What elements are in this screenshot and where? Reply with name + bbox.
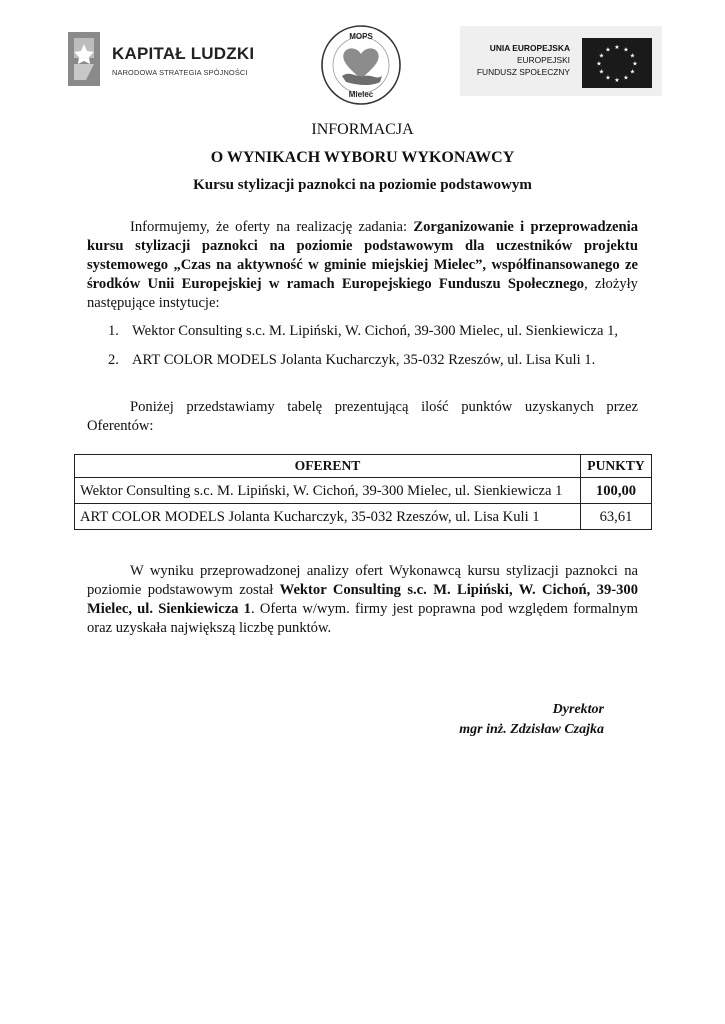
list-item-text: ART COLOR MODELS Jolanta Kucharczyk, 35-032 Rzeszów, ul. Lisa Kuli 1. bbox=[132, 352, 596, 368]
conclusion-paragraph bbox=[87, 562, 638, 638]
signature-role: Dyrektor bbox=[552, 702, 604, 717]
conclusion-winner: Wektor Consulting s.c. M. Lipiński, W. Cichoń, 39-300 Mielec, ul. Sienkiewicza 1 bbox=[87, 582, 639, 617]
cell-punkty: 100,00 bbox=[581, 478, 652, 504]
svg-text:★: ★ bbox=[614, 77, 620, 84]
header-oferent: OFERENT bbox=[75, 455, 581, 478]
title-line-3: Kursu stylizacji paznokci na poziomie podstawowym bbox=[193, 177, 532, 193]
kapital-ludzki-title: KAPITAŁ LUDZKI bbox=[112, 44, 255, 63]
cell-oferent: ART COLOR MODELS Jolanta Kucharczyk, 35-032 Rzeszów, ul. Lisa Kuli 1 bbox=[75, 504, 581, 530]
title-line-1: INFORMACJA bbox=[311, 121, 414, 138]
svg-text:★: ★ bbox=[632, 60, 638, 68]
mops-top-text: MOPS bbox=[349, 32, 373, 41]
kapital-ludzki-subtitle: NARODOWA STRATEGIA SPÓJNOŚCI bbox=[112, 68, 248, 77]
page-header bbox=[0, 22, 725, 112]
eu-flag-icon bbox=[582, 38, 652, 88]
list-item-text: Wektor Consulting s.c. M. Lipiński, W. Cichoń, 39-300 Mielec, ul. Sienkiewicza 1, bbox=[132, 323, 619, 339]
conclusion-lead: W wyniku przeprowadzonej analizy ofert Wykonawcą kursu stylizacji paznokci na poziomie podstawowym został bbox=[87, 563, 638, 598]
cell-punkty: 63,61 bbox=[581, 504, 652, 530]
list-item bbox=[108, 322, 648, 341]
table-intro-text: Poniżej przedstawiamy tabelę prezentującą ilość punktów uzyskanych przez Oferentów: bbox=[87, 399, 638, 434]
svg-text:★: ★ bbox=[614, 44, 620, 51]
list-item bbox=[108, 351, 648, 370]
cell-oferent: Wektor Consulting s.c. M. Lipiński, W. Cichoń, 39-300 Mielec, ul. Sienkiewicza 1 bbox=[75, 478, 581, 504]
list-item-number: 1. bbox=[108, 323, 119, 339]
svg-text:★: ★ bbox=[605, 46, 611, 54]
eu-logo bbox=[460, 26, 662, 96]
svg-text:★: ★ bbox=[596, 60, 602, 68]
mops-bottom-text: Mielec bbox=[348, 90, 374, 99]
svg-text:★: ★ bbox=[598, 68, 605, 76]
table-header-row bbox=[75, 455, 652, 478]
svg-text:★: ★ bbox=[629, 52, 636, 60]
svg-text:★: ★ bbox=[605, 74, 611, 82]
kapital-ludzki-emblem-icon bbox=[60, 28, 106, 92]
institutions-list bbox=[108, 322, 648, 380]
eu-line-3: FUNDUSZ SPOŁECZNY bbox=[476, 67, 570, 77]
eu-line-2: EUROPEJSKI bbox=[516, 55, 570, 65]
svg-text:★: ★ bbox=[598, 52, 605, 60]
svg-text:★: ★ bbox=[623, 74, 629, 82]
conclusion-tail: . Oferta w/wym. firmy jest poprawna pod względem formalnym oraz uzyskała największą liczbę punktów. bbox=[87, 601, 638, 636]
signature-block bbox=[420, 700, 604, 740]
mops-mielec-logo bbox=[320, 24, 402, 106]
signature-name: mgr inż. Zdzisław Czajka bbox=[459, 722, 604, 737]
header-punkty: PUNKTY bbox=[581, 455, 652, 478]
intro-tail: , złożyły następujące instytucje: bbox=[87, 276, 638, 311]
svg-text:★: ★ bbox=[623, 46, 629, 54]
document-title bbox=[0, 120, 725, 195]
svg-text:★: ★ bbox=[629, 68, 636, 76]
intro-paragraph bbox=[87, 218, 638, 313]
table-row bbox=[75, 504, 652, 530]
table-intro-paragraph bbox=[87, 398, 638, 436]
eu-logo-text bbox=[450, 42, 570, 78]
kapital-ludzki-logo bbox=[60, 28, 260, 92]
title-line-2: O WYNIKACH WYBORU WYKONAWCY bbox=[210, 149, 515, 166]
table-row bbox=[75, 478, 652, 504]
intro-task: Zorganizowanie i przeprowadzenia kursu stylizacji paznokci na poziomie podstawowym dla uczestników projektu systemowego „Czas na aktywność w gminie miejskiej Mielec”, współfinansowanego ze środków Unii Europejskiej w ramach Europejskiego Funduszu Społecznego bbox=[87, 219, 638, 292]
intro-lead: Informujemy, że oferty na realizację zadania: bbox=[130, 219, 414, 235]
eu-line-1: UNIA EUROPEJSKA bbox=[489, 43, 570, 53]
results-table bbox=[74, 454, 652, 530]
list-item-number: 2. bbox=[108, 352, 119, 368]
